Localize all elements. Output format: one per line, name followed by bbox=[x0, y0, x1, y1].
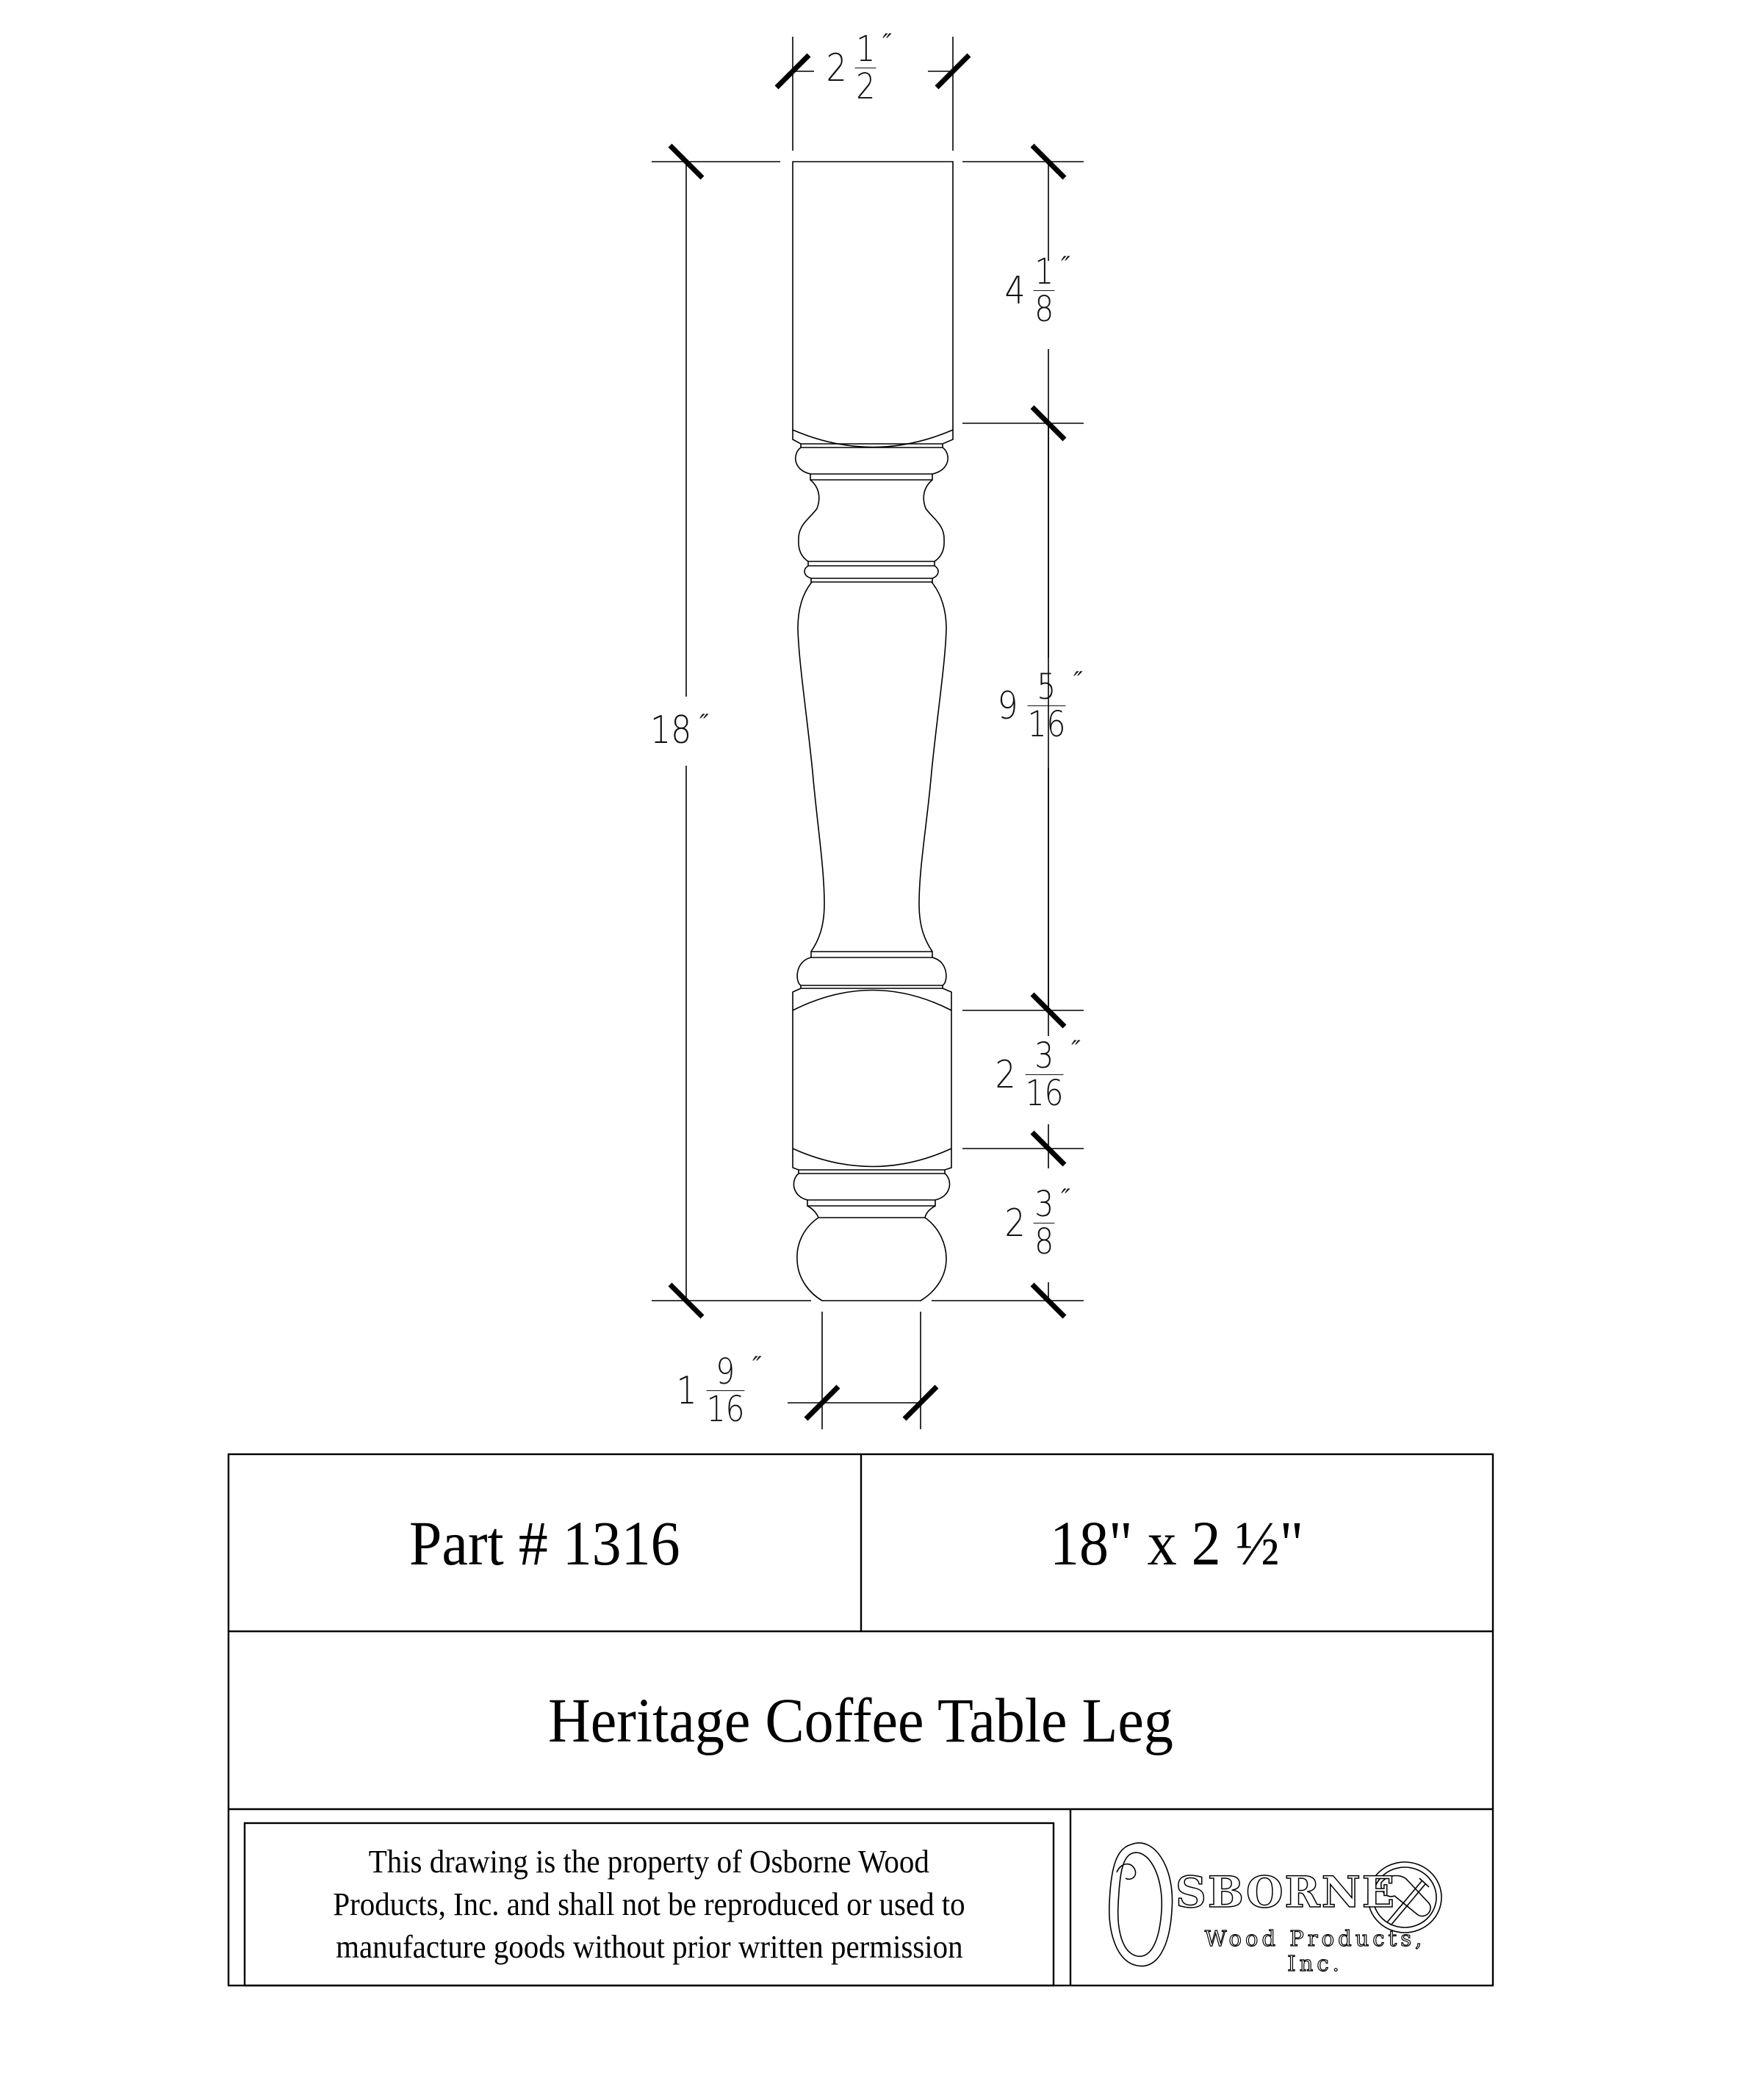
company-logo bbox=[1176, 1866, 1396, 1918]
dim-lower-block: 2 $\frac{3}{16}$ ″ bbox=[995, 1035, 1081, 1114]
dim-foot-width: 1 $\frac{9}{16}$ ″ bbox=[676, 1351, 762, 1430]
dim-top-width: 2 $\frac{1}{2}$ ″ bbox=[826, 29, 892, 107]
part-number: Part # 1316 bbox=[409, 1507, 680, 1578]
size-cell bbox=[861, 1454, 1493, 1631]
dim-top-block: 4 $\frac{1}{8}$ ″ bbox=[1004, 251, 1070, 330]
fraction: $\frac{3}{8}$ bbox=[1034, 1184, 1054, 1262]
fraction: $\frac{5}{16}$ bbox=[1027, 666, 1066, 745]
part-number-cell bbox=[228, 1454, 861, 1631]
dim-foot: 2 $\frac{3}{8}$ ″ bbox=[1004, 1184, 1070, 1262]
part-name: Heritage Coffee Table Leg bbox=[548, 1685, 1173, 1756]
fraction: $\frac{3}{16}$ bbox=[1025, 1035, 1064, 1114]
part-size: 18" x 2 ½" bbox=[1050, 1507, 1304, 1578]
logo-o-initial-icon bbox=[1109, 1843, 1173, 1966]
copyright-notice: This drawing is the property of Osborne Wood Products, Inc. and shall not be reproduced or used to manufacture goods without prior written permission bbox=[333, 1843, 965, 1965]
logo-subtitle: Wood Products, Inc. bbox=[1204, 1926, 1426, 1976]
dim-turned-section: 9 $\frac{5}{16}$ ″ bbox=[997, 666, 1083, 745]
fraction: $\frac{1}{2}$ bbox=[856, 29, 876, 107]
fraction: $\frac{1}{8}$ bbox=[1034, 251, 1054, 330]
logo-wordmark: SBORNE bbox=[1176, 1867, 1396, 1917]
leg-profile bbox=[793, 162, 953, 1301]
fraction: $\frac{9}{16}$ bbox=[706, 1351, 745, 1430]
dim-overall-height: 18 ″ bbox=[649, 708, 709, 752]
part-name-cell bbox=[228, 1631, 1493, 1809]
